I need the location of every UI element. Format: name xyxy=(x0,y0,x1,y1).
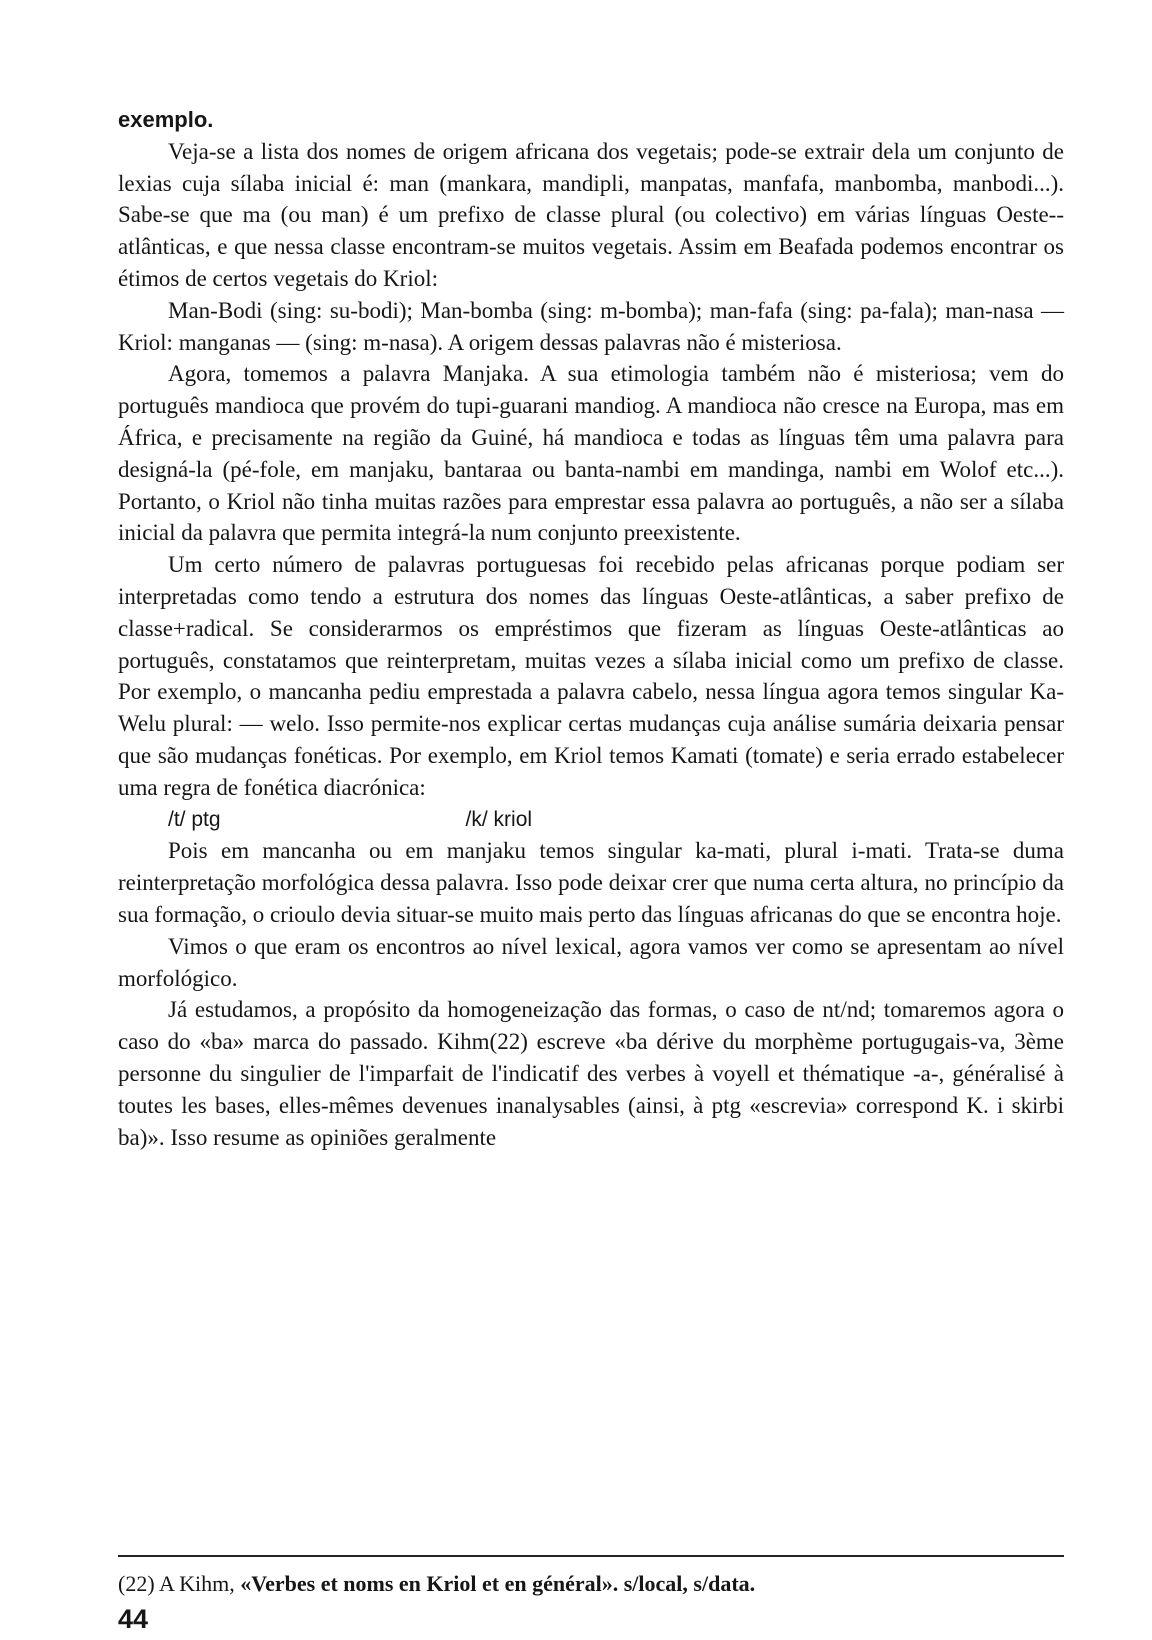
paragraph-3: Agora, tomemos a palavra Manjaka. A sua etimologia também não é misteriosa; vem do português mandioca que provém do tupi-guarani mandiog. A mandioca não cresce na Europa, mas em África, e precisamente na região da Guiné, há mandioca e todas as línguas têm uma palavra para designá-la (pé-fole, em manjaku, bantaraa ou banta-nambi em mandinga, nambi em Wolof etc...). Portanto, o Kriol não tinha muitas razões para emprestar essa palavra ao português, a não ser a sílaba inicial da palavra que permita integrá-la num conjunto preexistente. xyxy=(118,361,1064,546)
footnote xyxy=(118,1570,1064,1598)
footnote-divider xyxy=(118,1555,1064,1557)
paragraph-5: Pois em mancanha ou em manjaku temos singular ka-mati, plural i-mati. Trata-se duma reinterpretação morfológica dessa palavra. Isso pode deixar crer que numa certa altura, no princípio da sua formação, o crioulo devia situar-se muito mais perto das línguas africanas do que se encontra hoje. xyxy=(118,838,1064,927)
footnote-title: «Verbes et noms en Kriol et en général». xyxy=(240,1571,619,1596)
phonetic-rule-right: /k/ kriol xyxy=(465,807,533,831)
paragraph-7: Já estudamos, a propósito da homogeneização das formas, o caso de nt/nd; tomaremos agora o caso do «ba» marca do passado. Kihm(22) escreve «ba dérive du morphème portugugais-va, 3ème personne du singulier de l'imparfait de l'indicatif des verbes à voyell et thématique -a-, généralisé à toutes les bases, elles-mêmes devenues inanalysables (ainsi, à ptg «escrevia» correspond K. i skirbi ba)». Isso resume as opiniões geralmente xyxy=(118,997,1064,1150)
paragraph-2: Man-Bodi (sing: su-bodi); Man-bomba (sing: m-bomba); man-fafa (sing: pa-fala); man-nasa — Kriol: manganas — (sing: m-nasa). A origem dessas palavras não é misteriosa. xyxy=(118,297,1064,355)
phonetic-rule-left: /t/ ptg xyxy=(168,807,221,831)
phonetic-rule xyxy=(168,804,1064,836)
footnote-prefix: (22) A Kihm, xyxy=(118,1571,241,1596)
paragraph-6: Vimos o que eram os encontros ao nível lexical, agora vamos ver como se apresentam ao nível morfológico. xyxy=(118,933,1064,991)
footnote-suffix: s/local, s/data. xyxy=(618,1571,756,1596)
paragraph-1: Veja-se a lista dos nomes de origem africana dos vegetais; pode-se extrair dela um conjunto de lexias cuja sílaba inicial é: man (mankara, mandipli, manpatas, manfafa, manbomba, manbodi...). Sabe-se que ma (ou man) é um prefixo de classe plural (ou colectivo) em várias línguas Oeste--atlânticas, e que nessa classe encontram-se muitos vegetais. Assim em Beafada podemos encontrar os étimos de certos vegetais do Kriol: xyxy=(118,138,1064,291)
document-page xyxy=(118,104,1064,1153)
opening-line: exemplo. xyxy=(118,107,214,132)
page-number: 44 xyxy=(118,1604,149,1634)
paragraph-4: Um certo número de palavras portuguesas foi recebido pelas africanas porque podiam ser interpretadas como tendo a estrutura dos nomes das línguas Oeste-atlânticas, a saber prefixo de classe+radical. Se considerarmos os empréstimos que fizeram as línguas Oeste-atlânticas ao português, constatamos que reinterpretam, muitas vezes a sílaba inicial como um prefixo de classe. Por exemplo, o mancanha pediu emprestada a palavra cabelo, nessa língua agora temos singular Ka-Welu plural: — welo. Isso permite-nos explicar certas mudanças cuja análise sumária deixaria pensar que são mudanças fonéticas. Por exemplo, em Kriol temos Kamati (tomate) e seria errado estabelecer uma regra de fonética diacrónica: xyxy=(118,552,1064,800)
